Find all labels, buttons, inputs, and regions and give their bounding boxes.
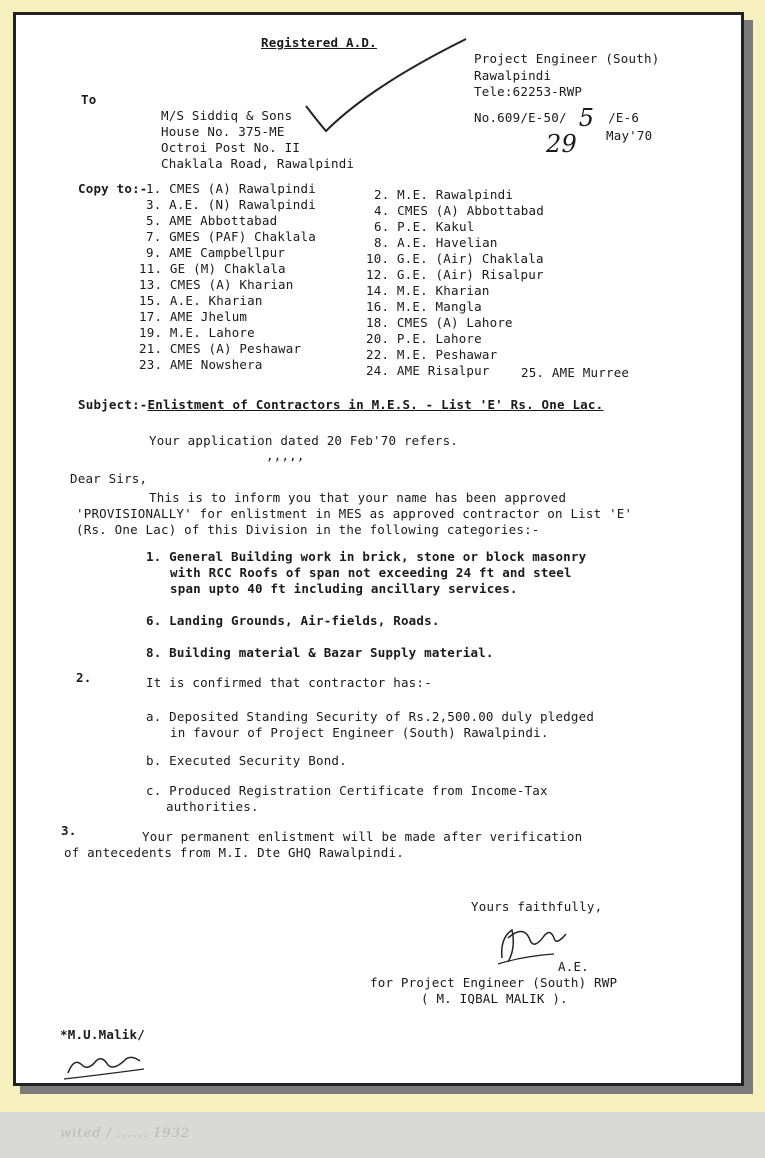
para3-line: of antecedents from M.I. Dte GHQ Rawalpindi. (64, 845, 404, 860)
copy-item: 15. A.E. Kharian (139, 293, 263, 308)
copy-item: 3. A.E. (N) Rawalpindi (146, 197, 316, 212)
category-1-line: 1. General Building work in brick, stone or block masonry (146, 549, 587, 564)
closing-for-line: for Project Engineer (South) RWP (370, 975, 618, 990)
copy-item: 13. CMES (A) Kharian (139, 277, 294, 292)
footer-signature-icon (60, 1043, 150, 1083)
copy-item: 1. CMES (A) Rawalpindi (146, 181, 316, 196)
item-b: b. Executed Security Bond. (146, 753, 347, 768)
closing-yours: Yours faithfully, (471, 899, 603, 914)
office-city: Rawalpindi (474, 68, 552, 83)
recipient-line-3: Octroi Post No. II (161, 140, 301, 155)
copy-item: 22. M.E. Peshawar (366, 347, 498, 362)
subject-label: Subject:- (78, 397, 148, 412)
date-month: May'70 (606, 128, 653, 143)
category-1-line: with RCC Roofs of span not exceeding 24 ft and steel (170, 565, 572, 580)
copy-item: 8. A.E. Havelian (374, 235, 498, 250)
para2-number: 2. (76, 670, 92, 685)
subject-line (78, 397, 603, 412)
ref-handwritten: 5 (578, 104, 595, 132)
office-name: Project Engineer (South) (474, 51, 660, 66)
copy-item: 2. M.E. Rawalpindi (374, 187, 514, 202)
closing-name: ( M. IQBAL MALIK ). (421, 991, 568, 1006)
copy-item: 20. P.E. Lahore (366, 331, 482, 346)
letter-page (13, 12, 744, 1086)
salutation: Dear Sirs, (70, 471, 148, 486)
copy-item: 25. AME Murree (521, 365, 630, 380)
copy-item: 16. M.E. Mangla (366, 299, 482, 314)
copy-item: 5. AME Abbottabad (146, 213, 278, 228)
copy-item: 17. AME Jhelum (139, 309, 248, 324)
para2-text: It is confirmed that contractor has:- (146, 675, 432, 690)
subject-text: Enlistment of Contractors in M.E.S. - List 'E' Rs. One Lac. (147, 397, 604, 412)
para1-line: 'PROVISIONALLY' for enlistment in MES as approved contractor on List 'E' (76, 506, 633, 521)
copy-item: 7. GMES (PAF) Chaklala (146, 229, 316, 244)
copy-item: 10. G.E. (Air) Chaklala (366, 251, 544, 266)
copy-item: 21. CMES (A) Peshawar (139, 341, 302, 356)
to-label: To (81, 92, 97, 107)
document-title: Registered A.D. (261, 35, 377, 50)
para1-line: This is to inform you that your name has been approved (149, 490, 567, 505)
copy-item: 9. AME Campbellpur (146, 245, 286, 260)
para3-line: Your permanent enlistment will be made after verification (142, 829, 583, 844)
item-c-line: c. Produced Registration Certificate from Income-Tax (146, 783, 548, 798)
copy-to-label: Copy to:- (78, 181, 148, 196)
reference-number (474, 100, 640, 132)
footer-initials: *M.U.Malik/ (60, 1027, 145, 1042)
copy-item: 19. M.E. Lahore (139, 325, 255, 340)
item-a-line: in favour of Project Engineer (South) Rawalpindi. (170, 725, 549, 740)
para1-line: (Rs. One Lac) of this Division in the following categories:- (76, 522, 540, 537)
copy-item: 24. AME Risalpur (366, 363, 490, 378)
recipient-line-1: M/S Siddiq & Sons (161, 108, 293, 123)
copy-item: 12. G.E. (Air) Risalpur (366, 267, 544, 282)
reference-line: Your application dated 20 Feb'70 refers. (149, 433, 459, 448)
date-handwritten: 29 (546, 130, 577, 158)
category-8: 8. Building material & Bazar Supply material. (146, 645, 494, 660)
ref-suffix: /E-6 (608, 110, 640, 125)
recipient-line-4: Chaklala Road, Rawalpindi (161, 156, 355, 171)
item-c-line: authorities. (166, 799, 259, 814)
recipient-line-2: House No. 375-ME (161, 124, 285, 139)
reference-marks: ,,,,, (266, 448, 305, 463)
copy-item: 4. CMES (A) Abbottabad (374, 203, 544, 218)
para3-number: 3. (61, 823, 77, 838)
faded-handwriting: wited / ...... 1932 (60, 1126, 191, 1141)
background-strip (0, 1112, 765, 1158)
copy-item: 18. CMES (A) Lahore (366, 315, 513, 330)
ref-prefix: No.609/E-50/ (474, 110, 567, 125)
copy-item: 14. M.E. Kharian (366, 283, 490, 298)
category-1-line: span upto 40 ft including ancillary services. (170, 581, 518, 596)
copy-item: 6. P.E. Kakul (374, 219, 475, 234)
office-phone: Tele:62253-RWP (474, 84, 583, 99)
copy-item: 11. GE (M) Chaklala (139, 261, 286, 276)
closing-rank: A.E. (558, 959, 589, 974)
copy-item: 23. AME Nowshera (139, 357, 263, 372)
category-6: 6. Landing Grounds, Air-fields, Roads. (146, 613, 440, 628)
item-a-line: a. Deposited Standing Security of Rs.2,500.00 duly pledged (146, 709, 595, 724)
